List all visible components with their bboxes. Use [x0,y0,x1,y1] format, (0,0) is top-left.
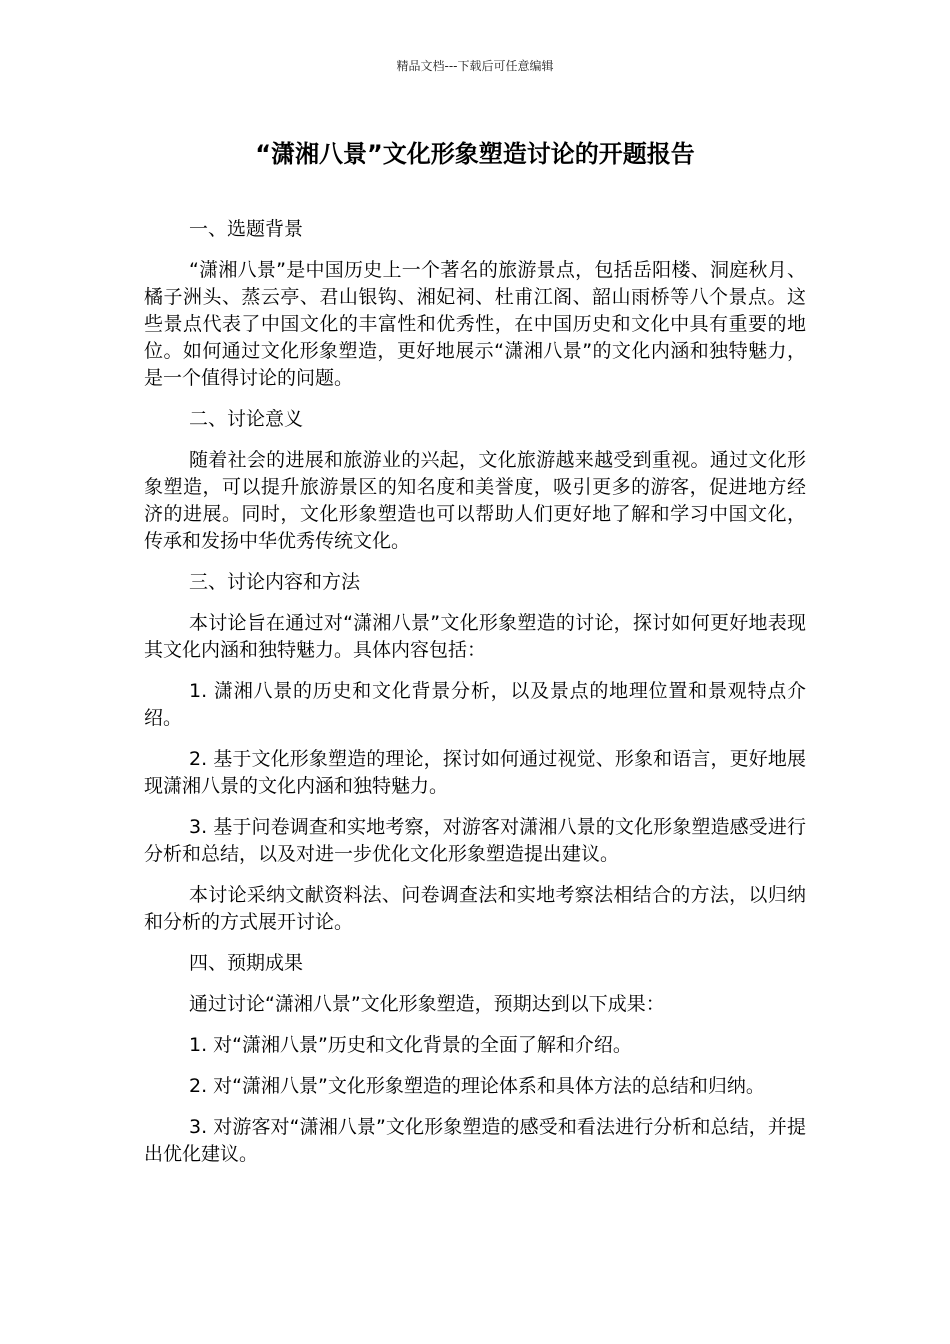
list-item-content-3: 3. 基于问卷调查和实地考察，对游客对潇湘八景的文化形象塑造感受进行分析和总结，以及对进一步优化文化形象塑造提出建议。 [144,816,806,865]
page-header: 精品文档---下载后可任意编辑 [396,59,554,73]
paragraph-significance: 随着社会的进展和旅游业的兴起，文化旅游越来越受到重视。通过文化形象塑造，可以提升旅游景区的知名度和美誉度，吸引更多的游客，促进地方经济的进展。同时，文化形象塑造也可以帮助人们更好地了解和学习中国文化，传承和发扬中华优秀传统文化。 [144,449,806,552]
document-title: “潇湘八景”文化形象塑造讨论的开题报告 [255,140,695,168]
section-heading-content-methods: 三、讨论内容和方法 [189,571,361,593]
list-item-result-2: 2. 对“潇湘八景”文化形象塑造的理论体系和具体方法的总结和归纳。 [189,1075,765,1097]
list-item-result-1: 1. 对“潇湘八景”历史和文化背景的全面了解和介绍。 [189,1034,632,1056]
paragraph-methods: 本讨论采纳文献资料法、问卷调查法和实地考察法相结合的方法，以归纳和分析的方式展开讨论。 [144,884,806,933]
list-item-result-3: 3. 对游客对“潇湘八景”文化形象塑造的感受和看法进行分析和总结，并提出优化建议。 [144,1116,806,1165]
list-item-content-1: 1. 潇湘八景的历史和文化背景分析，以及景点的地理位置和景观特点介绍。 [144,680,806,729]
paragraph-results-intro: 通过讨论“潇湘八景”文化形象塑造，预期达到以下成果： [189,993,665,1015]
list-item-content-2: 2. 基于文化形象塑造的理论，探讨如何通过视觉、形象和语言，更好地展现潇湘八景的文化内涵和独特魅力。 [144,748,806,797]
section-heading-topic-background: 一、选题背景 [189,218,304,240]
section-heading-expected-results: 四、预期成果 [189,952,304,974]
document-body [144,216,806,1182]
paragraph-content-intro: 本讨论旨在通过对“潇湘八景”文化形象塑造的讨论，探讨如何更好地表现其文化内涵和独特魅力。具体内容包括： [144,612,806,661]
paragraph-background: “潇湘八景”是中国历史上一个著名的旅游景点，包括岳阳楼、洞庭秋月、橘子洲头、蒸云亭、君山银钩、湘妃祠、杜甫江阁、韶山雨桥等八个景点。这些景点代表了中国文化的丰富性和优秀性，在中国历史和文化中具有重要的地位。如何通过文化形象塑造，更好地展示“潇湘八景”的文化内涵和独特魅力，是一个值得讨论的问题。 [144,259,806,389]
section-heading-significance: 二、讨论意义 [189,408,304,430]
